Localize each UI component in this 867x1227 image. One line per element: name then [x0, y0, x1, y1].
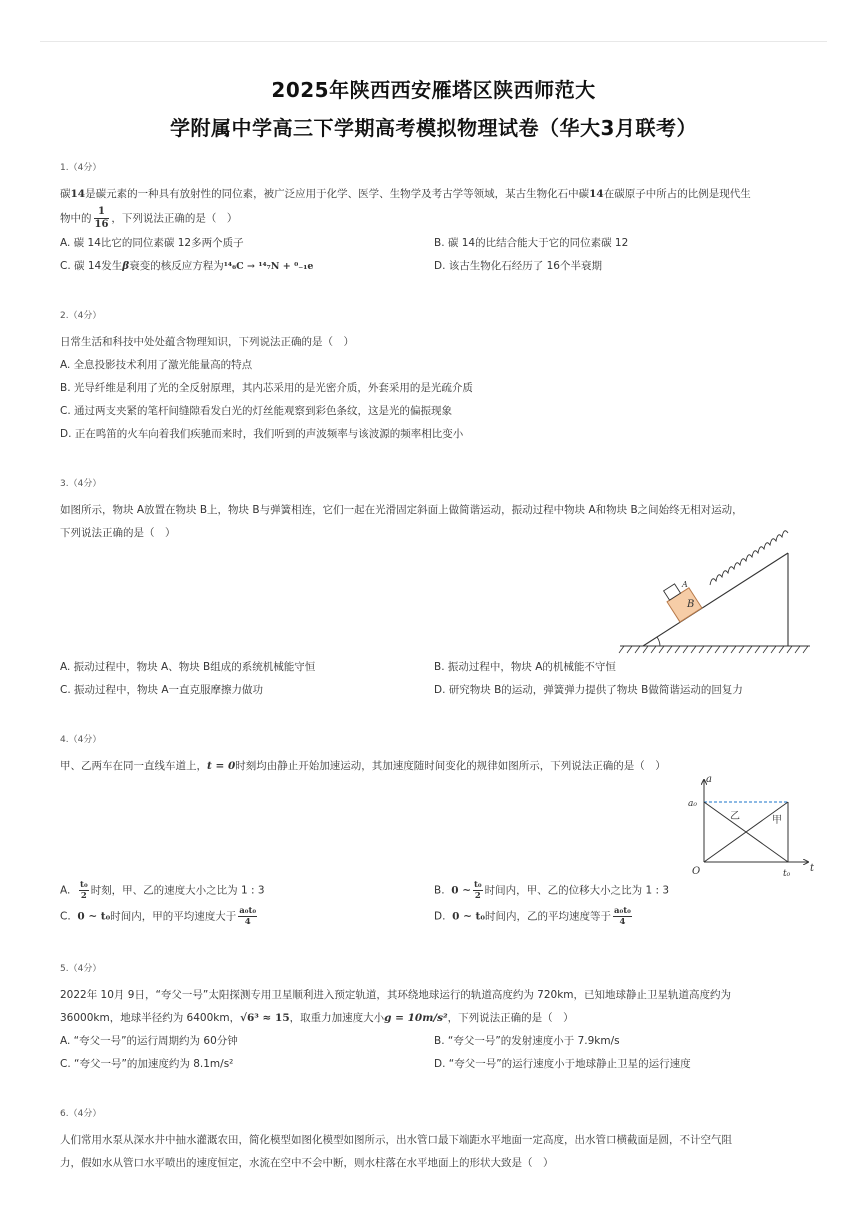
- q4-axis-a: a: [706, 774, 712, 785]
- q3-label-a: A: [682, 580, 688, 589]
- q1-header: 1.（4分）: [60, 163, 102, 173]
- q5-option-c[interactable]: C. “夸父一号”的加速度约为 8.1m/s²: [60, 1058, 234, 1070]
- q3-incline-figure: [618, 535, 818, 655]
- q5-option-d[interactable]: D. “夸父一号”的运行速度小于地球静止卫星的运行速度: [434, 1058, 691, 1070]
- q5-option-b[interactable]: B. “夸父一号”的发射速度小于 7.9km/s: [434, 1035, 620, 1047]
- q6-header: 6.（4分）: [60, 1109, 102, 1119]
- q4-option-d[interactable]: D. 0 ~ t₀时间内，乙的平均速度等于 $\frac{\text{a₀t₀}}{4}$: [434, 906, 631, 927]
- q3-option-a[interactable]: A. 振动过程中，物块 A、物块 B组成的系统机械能守恒: [60, 661, 316, 673]
- q3-spring: [710, 531, 788, 585]
- q4-option-a[interactable]: A. $\frac{\text{t₀}}{2}$ 时刻，甲、乙的速度大小之比为 1 : 3: [60, 880, 265, 901]
- q3-header: 3.（4分）: [60, 479, 102, 489]
- q2-option-a[interactable]: A. 全息投影技术利用了激光能量高的特点: [60, 359, 253, 371]
- q3-stem-line1: 如图所示，物块 A放置在物块 B上，物块 B与弹簧相连，它们一起在光滑固定斜面上做简谐运动，振动过程中物块 A和物块 B之间始终无相对运动，: [60, 504, 743, 516]
- q2-header: 2.（4分）: [60, 311, 102, 321]
- q3-stem-line2: 下列说法正确的是（ ）: [60, 527, 176, 539]
- q4-axis-t: t: [810, 863, 815, 874]
- q4-header: 4.（4分）: [60, 735, 102, 745]
- q5-stem-line2: 36000km，地球半径约为 6400km，√6³ ≈ 15，取重力加速度大小g = 10m/s²，下列说法正确的是（ ）: [60, 1012, 574, 1024]
- q6-stem-line1: 人们常用水泵从深水井中抽水灌溉农田，简化模型如图化模型如图所示，出水管口最下端距水平地面一定高度，出水管口横截面是圆，不计空气阻: [60, 1134, 732, 1146]
- q6-stem-line2: 力，假如水从管口水平喷出的速度恒定，水流在空中不会中断，则水柱落在水平地面上的形状大致是（ ）: [60, 1157, 554, 1169]
- q3-option-d[interactable]: D. 研究物块 B的运动，弹簧弹力提供了物块 B做简谐运动的回复力: [434, 684, 743, 696]
- paper-title-line1: 2025年陕西西安雁塔区陕西师范大: [271, 78, 596, 102]
- q4-a-fraction: $\frac{\text{t₀}}{2}$: [80, 880, 88, 901]
- q1-option-b[interactable]: B. 碳 14的比结合能大于它的同位素碳 12: [434, 237, 629, 249]
- q5-header: 5.（4分）: [60, 964, 102, 974]
- q4-label-t0: t₀: [783, 869, 791, 879]
- q1-stem-line1: 碳14是碳元素的一种具有放射性的同位素，被广泛应用于化学、医学、生物学及考古学等领域，某古生物化石中碳14在碳原子中所占的比例是现代生: [60, 188, 751, 200]
- q2-stem: 日常生活和科技中处处蕴含物理知识，下列说法正确的是（ ）: [60, 336, 354, 348]
- q4-option-c[interactable]: C. 0 ~ t₀时间内，甲的平均速度大于 $\frac{\text{a₀t₀}}{4}$: [60, 906, 257, 927]
- q4-label-a0: a₀: [688, 799, 697, 809]
- q1-option-c[interactable]: C. 碳 14发生β衰变的核反应方程为¹⁴₆C → ¹⁴₇N + ⁰₋₁e: [60, 260, 314, 272]
- q4-origin: O: [692, 866, 701, 877]
- q3-option-c[interactable]: C. 振动过程中，物块 A一直克服摩擦力做功: [60, 684, 264, 696]
- q4-stem: 甲、乙两车在同一直线车道上，t = 0时刻均由静止开始加速运动，其加速度随时间变化的规律如图所示，下列说法正确的是（ ）: [60, 760, 666, 772]
- top-divider: [40, 41, 827, 42]
- q4-b-fraction: $\frac{\text{t₀}}{2}$: [474, 880, 482, 901]
- q4-c-fraction: $\frac{\text{a₀t₀}}{4}$: [239, 906, 257, 927]
- q1-option-d[interactable]: D. 该古生物化石经历了 16个半衰期: [434, 260, 602, 272]
- q1-stem-line2: 物中的 $\frac{1}{16}$ ，下列说法正确的是（ ）: [60, 206, 238, 230]
- q1-option-a[interactable]: A. 碳 14比它的同位素碳 12多两个质子: [60, 237, 244, 249]
- q4-acceleration-graph: [688, 772, 818, 882]
- paper-title-line2: 学附属中学高三下学期高考模拟物理试卷（华大3月联考）: [170, 116, 697, 140]
- q3-option-b[interactable]: B. 振动过程中，物块 A的机械能不守恒: [434, 661, 616, 673]
- q4-d-fraction: $\frac{\text{a₀t₀}}{4}$: [614, 906, 631, 927]
- q3-label-b: B: [687, 599, 695, 610]
- q2-option-d[interactable]: D. 正在鸣笛的火车向着我们疾驰而来时，我们听到的声波频率与该波源的频率相比变小: [60, 428, 464, 440]
- q4-option-b[interactable]: B. 0 ~ $\frac{\text{t₀}}{2}$ 时间内，甲、乙的位移大小之比为 1 : 3: [434, 880, 670, 901]
- q2-option-b[interactable]: B. 光导纤维是利用了光的全反射原理，其内芯采用的是光密介质，外套采用的是光疏介质: [60, 382, 473, 394]
- q4-label-yi: 乙: [730, 811, 740, 822]
- q5-stem-line1: 2022年 10月 9日，“夸父一号”太阳探测专用卫星顺利进入预定轨道，其环绕地球运行的轨道高度约为 720km，已知地球静止卫星轨道高度约为: [60, 989, 732, 1001]
- q2-option-c[interactable]: C. 通过两支夹紧的笔杆间缝隙看发白光的灯丝能观察到彩色条纹，这是光的偏振现象: [60, 405, 453, 417]
- q5-option-a[interactable]: A. “夸父一号”的运行周期约为 60分钟: [60, 1035, 238, 1047]
- q4-label-jia: 甲: [772, 815, 782, 826]
- q1-fraction: $\frac{1}{16}$: [94, 206, 109, 230]
